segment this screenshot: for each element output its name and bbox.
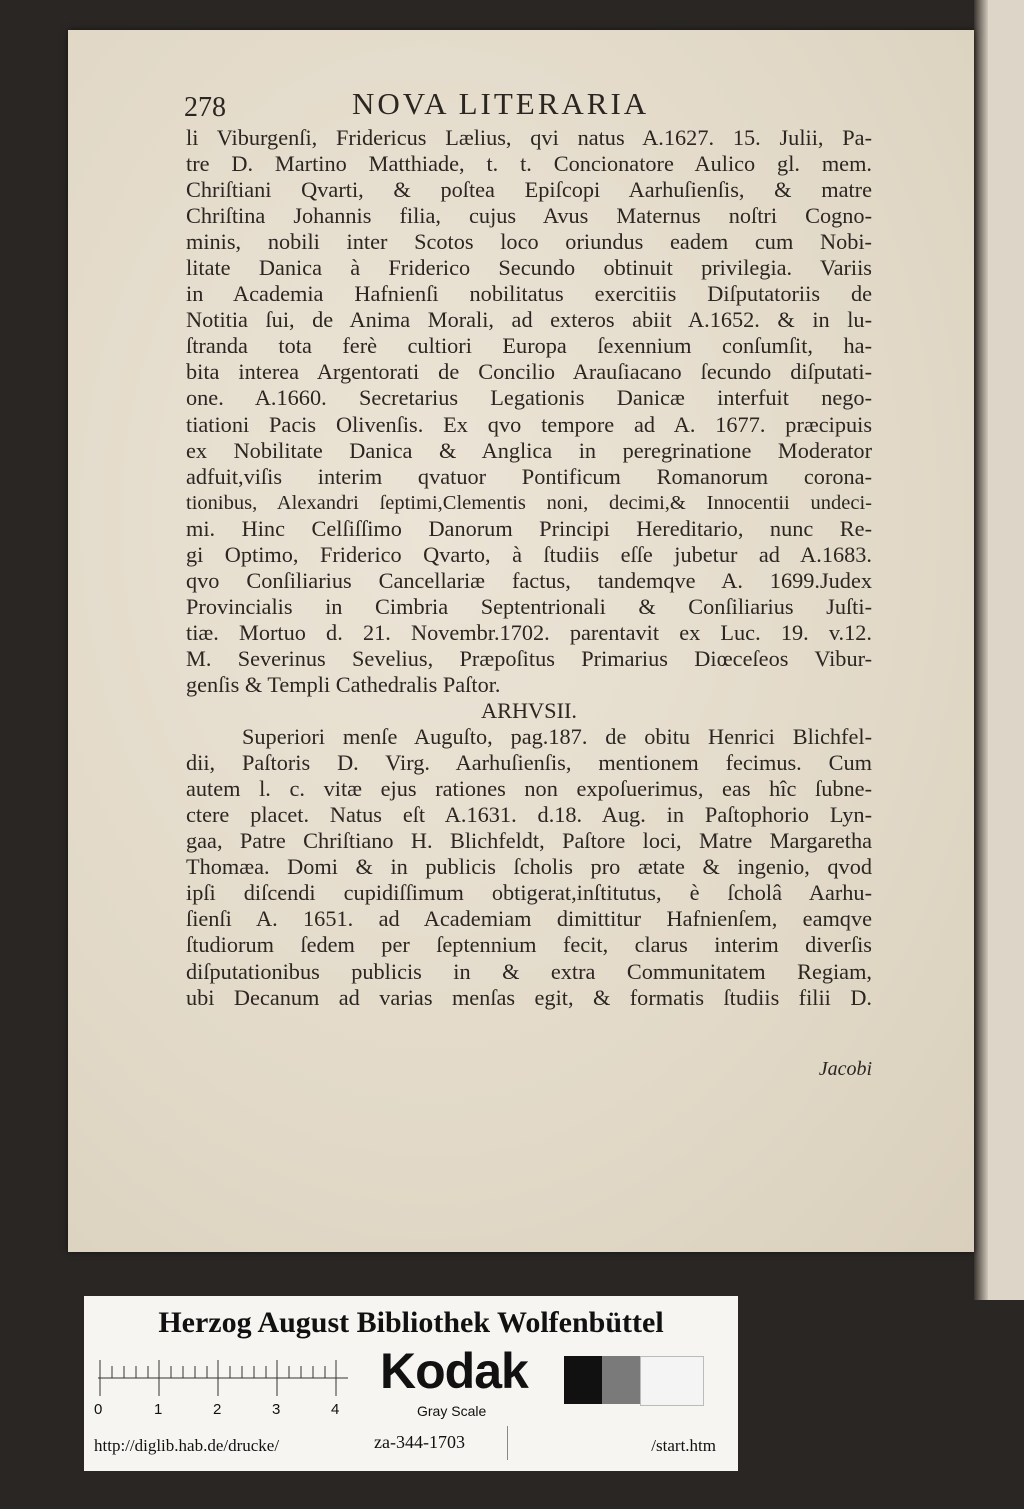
text-line: Superiori menſe Auguſto, pag.187. de obitu Henrici Blichfel- xyxy=(242,724,872,750)
text-line: gi Optimo, Friderico Qvarto, à ſtudiis eſſe jubetur ad A.1683. xyxy=(186,541,872,567)
text-line: Chriſtiani Qvarti, & poſtea Epiſcopi Aarhuſienſis, & matre xyxy=(186,177,872,203)
text-line: ipſi diſcendi cupidiſſimum obtigerat,inſtitutus, è ſcholâ Aarhu- xyxy=(186,880,872,906)
ruler-number: 2 xyxy=(213,1401,222,1418)
text-line: in Academia Hafnienſi nobilitatus exercitiis Diſputatoriis de xyxy=(186,281,872,307)
text-line: ſtudiorum ſedem per ſeptennium fecit, clarus interim diverſis xyxy=(186,932,872,958)
text-line: qvo Conſiliarius Cancellariæ factus, tandemqve A. 1699.Judex xyxy=(186,567,872,593)
text-line: diſputationibus publicis in & extra Communitatem Regiam, xyxy=(186,958,872,984)
text-line: Thomæa. Domi & in publicis ſcholis pro ætate & ingenio, qvod xyxy=(186,854,872,880)
text-line: one. A.1660. Secretarius Legationis Danicæ interfuit nego- xyxy=(186,385,872,411)
ruler-number: 0 xyxy=(94,1401,103,1418)
text-line: tre D. Martino Matthiade, t. t. Concionatore Aulico gl. mem. xyxy=(186,151,872,177)
text-line: dii, Paſtoris D. Virg. Aarhuſienſis, mentionem fecimus. Cum xyxy=(186,750,872,776)
scale-ruler xyxy=(98,1356,348,1402)
text-line: M. Severinus Sevelius, Præpoſitus Primarius Diœceſeos Vibur- xyxy=(186,645,872,671)
text-line: ubi Decanum ad varias menſas egit, & formatis ſtudiis filii D. xyxy=(186,984,872,1010)
gray-scale-label: Gray Scale xyxy=(417,1403,487,1419)
text-line: Provincialis in Cimbria Septentrionali & Conſiliarius Juſti- xyxy=(186,593,872,619)
section-heading: ARHVSII. xyxy=(480,698,577,724)
text-line: Notitia ſui, de Anima Morali, ad exteros abiit A.1652. & in lu- xyxy=(186,307,872,333)
text-line: genſis & Templi Cathedralis Paſtor. xyxy=(186,671,501,697)
text-line: tiæ. Mortuo d. 21. Novembr.1702. parentavit ex Luc. 19. v.12. xyxy=(186,619,872,645)
kodak-logo: Kodak xyxy=(380,1343,528,1399)
text-line: gaa, Patre Chriſtiano H. Blichfeldt, Paſtore loci, Matre Margaretha xyxy=(186,828,872,854)
text-line: ſtranda tota ferè cultiori Europa ſexennium conſumſit, ha- xyxy=(186,333,872,359)
start-page-path: /start.htm xyxy=(651,1436,716,1455)
ruler-number: 3 xyxy=(272,1401,281,1418)
text-line: autem l. c. vitæ ejus rationes non expoſuerimus, eas hîc ſubne- xyxy=(186,776,872,802)
ruler-number: 4 xyxy=(331,1401,340,1418)
swatch-black xyxy=(564,1356,602,1404)
text-line: tionibus, Alexandri ſeptimi,Clementis noni, decimi,& Innocentii undeci- xyxy=(186,491,872,514)
source-url: http://diglib.hab.de/drucke/ xyxy=(94,1436,280,1455)
ruler-number: 1 xyxy=(154,1401,163,1418)
swatch-gray xyxy=(602,1356,640,1404)
text-line: bita interea Argentorati de Concilio Arauſiacano ſecundo diſputati- xyxy=(186,359,872,385)
catchword: Jacobi xyxy=(818,1058,872,1080)
swatch-white xyxy=(640,1356,704,1406)
text-line: ſienſi A. 1651. ad Academiam dimittitur Hafnienſem, eamqve xyxy=(186,906,872,932)
page-header xyxy=(184,86,744,126)
adjacent-page-edge xyxy=(974,0,1024,1300)
text-block xyxy=(186,125,872,1011)
text-line: li Viburgenſi, Fridericus Lælius, qvi natus A.1627. 15. Julii, Pa- xyxy=(186,125,872,150)
page-number: 278 xyxy=(184,92,226,123)
text-line: Chriſtina Johannis filia, cujus Avus Maternus noſtri Cogno- xyxy=(186,203,872,229)
shelfmark: za-344-1703 xyxy=(374,1432,465,1452)
library-name: Herzog August Bibliothek Wolfenbüttel xyxy=(158,1306,664,1339)
color-target-card xyxy=(84,1296,738,1471)
text-line: minis, nobili inter Scotos loco oriundus eadem cum Nobi- xyxy=(186,229,872,255)
text-line: litate Danica à Friderico Secundo obtinuit privilegia. Variis xyxy=(186,255,872,281)
text-line: tiationi Pacis Olivenſis. Ex qvo tempore ad A. 1677. præcipuis xyxy=(186,411,872,437)
text-line: ctere placet. Natus eſt A.1631. d.18. Aug. in Paſtophorio Lyn- xyxy=(186,802,872,828)
text-line: mi. Hinc Celſiſſimo Danorum Principi Hereditario, nunc Re- xyxy=(186,515,872,541)
divider xyxy=(507,1426,508,1460)
text-line: adfuit,viſis interim qvatuor Pontificum Romanorum corona- xyxy=(186,463,872,489)
text-line: ex Nobilitate Danica & Anglica in peregrinatione Moderator xyxy=(186,437,872,463)
running-title: NOVA LITERARIA xyxy=(352,86,650,121)
